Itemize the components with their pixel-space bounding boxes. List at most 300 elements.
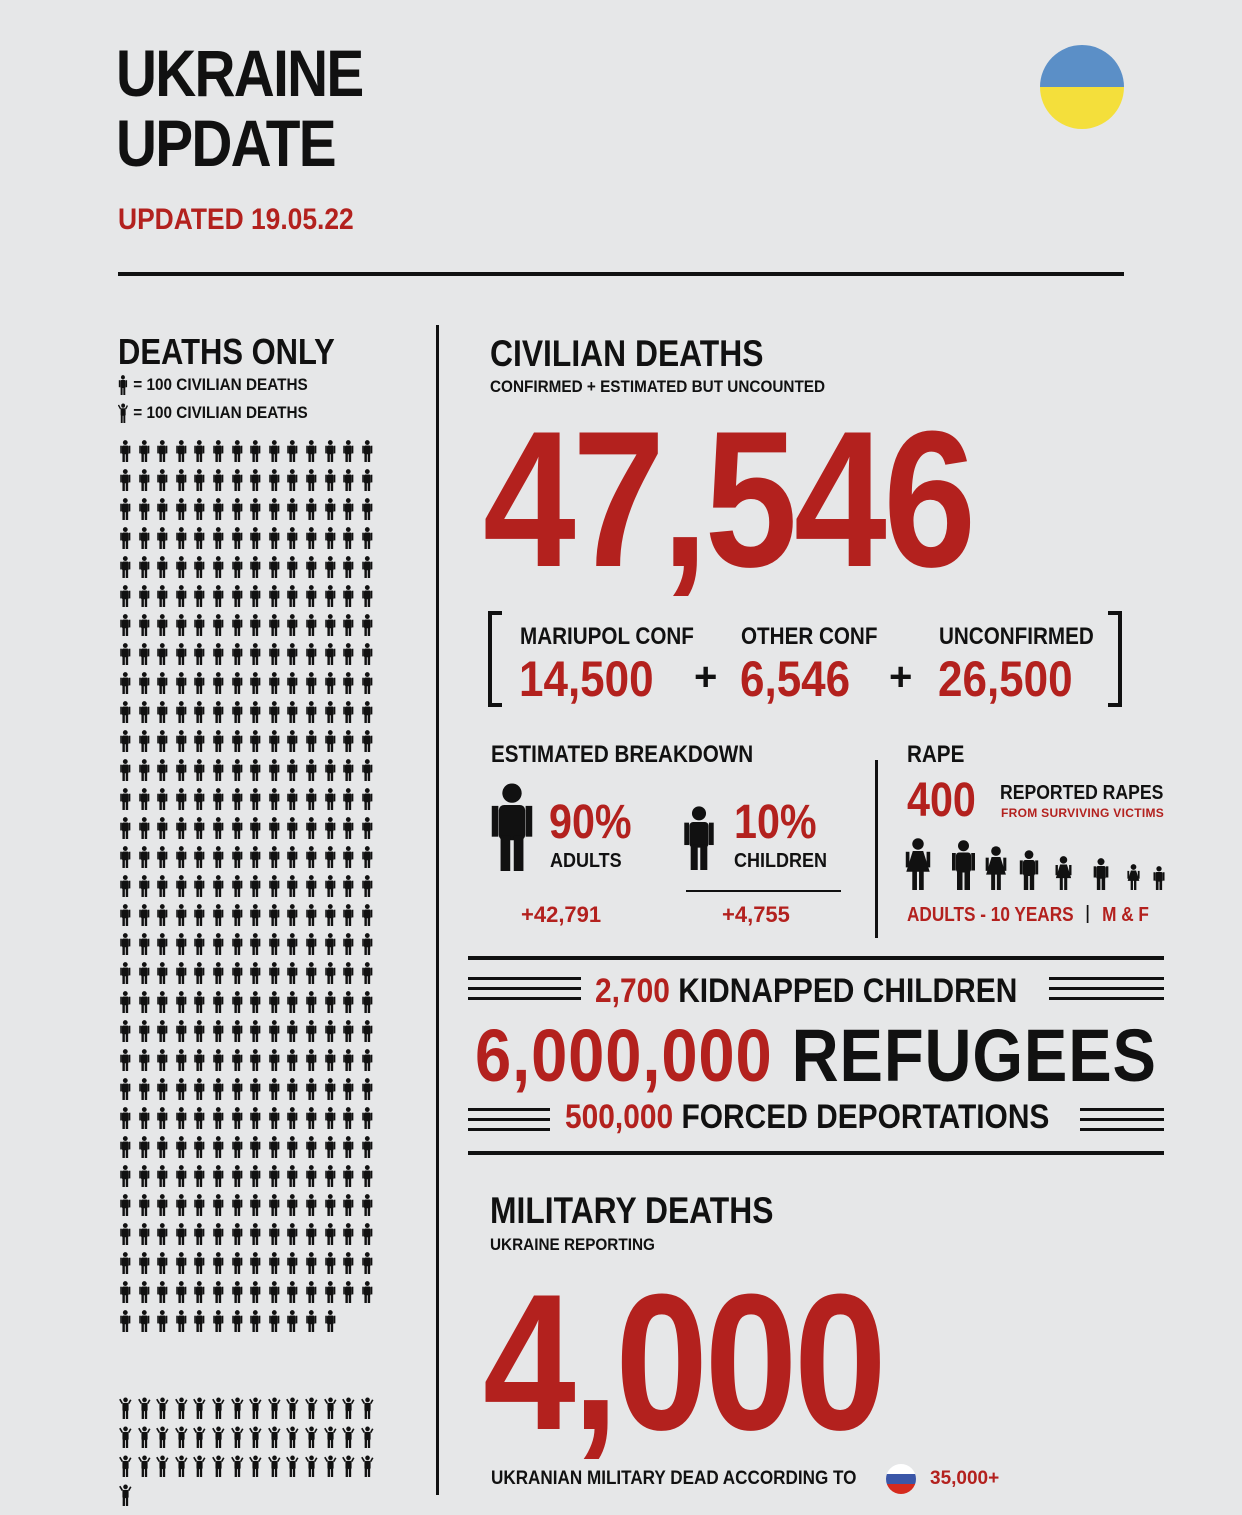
person-icon — [323, 585, 338, 607]
casualty-person-icon — [267, 1426, 282, 1448]
casualty-person-icon — [360, 1397, 375, 1419]
casualty-person-icon — [211, 1426, 226, 1448]
person-icon — [248, 875, 263, 897]
casualty-person-icon — [174, 1455, 189, 1477]
person-icon — [230, 817, 245, 839]
person-icon — [137, 672, 152, 694]
casualty-person-icon — [323, 1426, 338, 1448]
person-icon — [192, 643, 207, 665]
person-icon — [211, 1136, 226, 1158]
person-icon — [137, 556, 152, 578]
person-icon — [341, 614, 356, 636]
person-icon — [211, 1020, 226, 1042]
person-icon — [285, 730, 300, 752]
person-icon — [323, 498, 338, 520]
casualty-person-icon — [304, 1455, 319, 1477]
person-icon — [211, 730, 226, 752]
person-icon — [118, 1223, 133, 1245]
casualty-person-icon — [323, 1397, 338, 1419]
person-icon — [211, 701, 226, 723]
person-icon — [360, 817, 375, 839]
person-icon — [285, 759, 300, 781]
person-icon — [341, 1078, 356, 1100]
person-icon — [323, 1107, 338, 1129]
person-icon — [211, 1223, 226, 1245]
right-bracket — [1108, 611, 1122, 707]
person-icon — [155, 672, 170, 694]
person-icon — [137, 1107, 152, 1129]
person-icon — [285, 1252, 300, 1274]
person-icon — [248, 556, 263, 578]
person-icon — [118, 991, 133, 1013]
person-icon — [248, 469, 263, 491]
ukraine-flag-icon — [1040, 45, 1124, 129]
casualty-person-icon — [118, 1484, 133, 1506]
casualty-person-icon — [341, 1455, 356, 1477]
casualty-person-icon — [174, 1397, 189, 1419]
russia-claim-value: 35,000+ — [930, 1468, 1000, 1489]
person-icon — [137, 933, 152, 955]
person-icon — [248, 1078, 263, 1100]
person-icon — [267, 730, 282, 752]
person-icon — [118, 1049, 133, 1071]
person-icon — [211, 1194, 226, 1216]
person-icon — [304, 440, 319, 462]
rape-figures — [905, 838, 1167, 890]
person-icon — [285, 1049, 300, 1071]
person-icon — [155, 933, 170, 955]
female-figure-icon — [1055, 856, 1072, 890]
person-icon — [211, 1165, 226, 1187]
person-icon — [230, 527, 245, 549]
person-icon — [174, 1020, 189, 1042]
unconfirmed-label: UNCONFIRMED — [939, 623, 1094, 650]
deportations-value: 500,000 — [565, 1098, 674, 1136]
casualty-person-icon — [118, 1455, 133, 1477]
person-icon — [137, 1252, 152, 1274]
band-rule — [468, 1128, 550, 1131]
person-icon — [174, 1078, 189, 1100]
separator — [1087, 905, 1089, 923]
person-icon — [304, 469, 319, 491]
person-icon — [192, 1136, 207, 1158]
rape-ages — [907, 904, 1149, 927]
person-icon — [192, 759, 207, 781]
person-icon — [341, 1281, 356, 1303]
person-icon — [285, 672, 300, 694]
person-icon — [267, 498, 282, 520]
person-icon — [192, 1281, 207, 1303]
person-icon — [304, 817, 319, 839]
person-icon — [192, 556, 207, 578]
person-icon — [285, 846, 300, 868]
casualty-person-icon — [137, 1455, 152, 1477]
person-icon — [211, 440, 226, 462]
page-title — [116, 38, 477, 178]
rape-sub: FROM SURVIVING VICTIMS — [1001, 806, 1165, 820]
other-conf-label: OTHER CONF — [741, 623, 878, 650]
person-icon — [360, 1049, 375, 1071]
person-icon — [285, 1281, 300, 1303]
person-icon — [137, 1194, 152, 1216]
person-icon — [360, 962, 375, 984]
person-icon — [211, 817, 226, 839]
mariupol-value: 14,500 — [519, 651, 654, 707]
band-rule — [1080, 1118, 1164, 1121]
person-icon — [174, 1107, 189, 1129]
person-icon — [174, 1252, 189, 1274]
person-icon — [323, 1136, 338, 1158]
person-icon — [118, 933, 133, 955]
female-figure-icon — [905, 838, 931, 890]
person-icon — [248, 846, 263, 868]
rape-label: REPORTED RAPES — [1000, 782, 1164, 804]
plus-sign: + — [889, 655, 913, 699]
person-icon — [137, 875, 152, 897]
person-icon — [248, 904, 263, 926]
adult-icon — [490, 782, 534, 872]
band-rule — [468, 1118, 550, 1121]
person-icon — [211, 672, 226, 694]
person-icon — [137, 1049, 152, 1071]
person-icon — [323, 904, 338, 926]
person-icon — [155, 1252, 170, 1274]
male-figure-icon — [1019, 850, 1039, 890]
person-icon — [304, 1223, 319, 1245]
person-icon — [267, 1136, 282, 1158]
refugees-value: 6,000,000 — [475, 1014, 773, 1097]
male-figure-icon — [1153, 866, 1165, 890]
person-icon — [174, 933, 189, 955]
person-icon — [118, 875, 133, 897]
person-icon — [211, 788, 226, 810]
band-rule — [1049, 977, 1164, 980]
person-icon — [192, 846, 207, 868]
person-icon — [323, 933, 338, 955]
person-icon — [323, 614, 338, 636]
person-icon — [137, 1310, 152, 1332]
person-icon — [211, 1281, 226, 1303]
person-icon — [267, 904, 282, 926]
person-icon — [230, 585, 245, 607]
person-icon — [285, 1107, 300, 1129]
person-icon — [285, 904, 300, 926]
person-icon — [118, 614, 133, 636]
casualty-person-icon — [211, 1455, 226, 1477]
person-icon — [285, 817, 300, 839]
person-icon — [323, 991, 338, 1013]
person-icon — [118, 1136, 133, 1158]
person-icon — [230, 933, 245, 955]
casualty-person-icon — [285, 1397, 300, 1419]
kidnapped-value: 2,700 — [595, 972, 670, 1010]
person-icon — [211, 1310, 226, 1332]
person-icon — [118, 1165, 133, 1187]
person-icon — [304, 904, 319, 926]
person-icon — [174, 440, 189, 462]
person-icon — [323, 962, 338, 984]
legend-casualty — [118, 403, 308, 423]
person-icon — [137, 730, 152, 752]
person-icon — [267, 991, 282, 1013]
civilian-deaths-title: CIVILIAN DEATHS — [490, 333, 764, 374]
person-icon — [155, 556, 170, 578]
person-icon — [118, 962, 133, 984]
person-icon — [118, 788, 133, 810]
person-icon — [174, 991, 189, 1013]
person-icon — [267, 1107, 282, 1129]
children-label: CHILDREN — [734, 850, 828, 872]
person-icon — [267, 701, 282, 723]
band-rule — [1080, 1108, 1164, 1111]
civilian-deaths-subtitle: CONFIRMED + ESTIMATED BUT UNCOUNTED — [490, 377, 826, 396]
casualty-person-icon — [230, 1426, 245, 1448]
person-icon — [323, 1049, 338, 1071]
person-icon — [248, 614, 263, 636]
person-icon — [118, 817, 133, 839]
person-icon — [155, 817, 170, 839]
person-icon — [192, 904, 207, 926]
person-icon — [267, 527, 282, 549]
band-rule — [1049, 997, 1164, 1000]
person-icon — [118, 672, 133, 694]
person-icon — [248, 643, 263, 665]
person-icon — [285, 469, 300, 491]
person-icon — [341, 1252, 356, 1274]
person-icon — [341, 1049, 356, 1071]
person-icon — [267, 759, 282, 781]
person-icon — [118, 1107, 133, 1129]
person-icon — [267, 469, 282, 491]
adults-count: +42,791 — [521, 902, 602, 927]
person-icon — [155, 1223, 170, 1245]
person-icon — [248, 1165, 263, 1187]
person-icon — [360, 440, 375, 462]
person-icon — [192, 1078, 207, 1100]
casualty-person-icon — [304, 1426, 319, 1448]
person-icon — [248, 672, 263, 694]
legend-person-text: = 100 CIVILIAN DEATHS — [133, 375, 308, 394]
person-icon — [118, 527, 133, 549]
person-icon — [137, 1020, 152, 1042]
person-icon — [304, 1107, 319, 1129]
person-icon — [323, 1078, 338, 1100]
person-icon — [211, 1049, 226, 1071]
person-icon — [174, 1136, 189, 1158]
person-icon — [192, 962, 207, 984]
person-icon — [155, 1020, 170, 1042]
person-icon — [285, 788, 300, 810]
band-top-rule — [468, 956, 1164, 960]
person-icon — [174, 730, 189, 752]
person-icon — [155, 614, 170, 636]
person-icon — [155, 527, 170, 549]
person-icon — [118, 498, 133, 520]
person-icon — [137, 701, 152, 723]
person-icon — [211, 469, 226, 491]
person-icon — [304, 585, 319, 607]
person-icon — [230, 1020, 245, 1042]
casualty-person-icon — [211, 1397, 226, 1419]
person-icon — [267, 1281, 282, 1303]
person-icon — [323, 817, 338, 839]
person-icon — [230, 759, 245, 781]
person-icon — [285, 1223, 300, 1245]
band-rule — [468, 997, 581, 1000]
casualty-person-icon — [230, 1397, 245, 1419]
person-icon — [155, 1194, 170, 1216]
casualty-icon-grid — [118, 1397, 388, 1506]
estimated-breakdown-title: ESTIMATED BREAKDOWN — [491, 741, 754, 768]
person-icon — [155, 788, 170, 810]
person-icon — [304, 1165, 319, 1187]
casualty-person-icon — [341, 1397, 356, 1419]
person-icon — [230, 962, 245, 984]
person-icon — [360, 904, 375, 926]
person-icon — [360, 643, 375, 665]
person-icon — [341, 1223, 356, 1245]
person-icon — [248, 1107, 263, 1129]
person-icon — [360, 933, 375, 955]
person-icon — [230, 991, 245, 1013]
person-icon — [341, 498, 356, 520]
casualty-person-icon — [360, 1426, 375, 1448]
rape-sexes-text: M & F — [1102, 904, 1149, 926]
adults-label: ADULTS — [550, 850, 622, 872]
band-rule — [468, 1108, 550, 1111]
person-icon — [230, 1194, 245, 1216]
person-icon — [155, 469, 170, 491]
kidnapped-label: KIDNAPPED CHILDREN — [678, 972, 1018, 1010]
person-icon — [341, 730, 356, 752]
person-icon — [155, 643, 170, 665]
person-icon — [137, 614, 152, 636]
person-icon — [341, 933, 356, 955]
casualty-person-icon — [192, 1426, 207, 1448]
person-icon — [211, 933, 226, 955]
person-icon — [137, 788, 152, 810]
person-icon — [341, 904, 356, 926]
person-icon — [341, 585, 356, 607]
person-icon — [155, 1281, 170, 1303]
person-icon — [192, 672, 207, 694]
person-icon — [155, 1107, 170, 1129]
children-count: +4,755 — [722, 902, 790, 927]
casualty-person-icon — [248, 1397, 263, 1419]
person-icon — [230, 875, 245, 897]
person-icon — [267, 846, 282, 868]
person-icon — [248, 1223, 263, 1245]
person-icon — [118, 846, 133, 868]
person-icon — [192, 585, 207, 607]
person-icon — [192, 1252, 207, 1274]
person-icon — [360, 991, 375, 1013]
person-icon — [248, 498, 263, 520]
deportations-line — [565, 1098, 1049, 1137]
band-rule — [1049, 987, 1164, 990]
person-icon — [192, 1310, 207, 1332]
person-icon — [341, 1136, 356, 1158]
person-icon — [267, 556, 282, 578]
person-icon — [360, 585, 375, 607]
person-icon — [211, 846, 226, 868]
person-icon — [248, 1049, 263, 1071]
person-icon — [267, 1252, 282, 1274]
person-icon — [285, 991, 300, 1013]
person-icon — [192, 991, 207, 1013]
casualty-person-icon — [137, 1426, 152, 1448]
person-icon — [211, 614, 226, 636]
person-icon — [118, 1281, 133, 1303]
rape-ages-text: ADULTS - 10 YEARS — [907, 904, 1074, 926]
person-icon — [192, 1194, 207, 1216]
person-icon — [323, 701, 338, 723]
person-icon — [192, 1165, 207, 1187]
person-icon — [192, 1049, 207, 1071]
person-icon — [248, 527, 263, 549]
person-icon — [323, 759, 338, 781]
person-icon — [360, 1020, 375, 1042]
person-icon — [360, 527, 375, 549]
person-icon — [360, 1107, 375, 1129]
casualty-person-icon — [285, 1426, 300, 1448]
person-icon — [323, 730, 338, 752]
column-divider — [436, 325, 439, 1495]
person-icon — [304, 701, 319, 723]
person-icon — [285, 1136, 300, 1158]
person-icon — [285, 701, 300, 723]
person-icon — [341, 440, 356, 462]
person-icon — [155, 701, 170, 723]
person-icon — [137, 1281, 152, 1303]
person-icon — [248, 1020, 263, 1042]
person-icon — [267, 1078, 282, 1100]
person-icon — [192, 498, 207, 520]
casualty-person-icon — [192, 1455, 207, 1477]
unconfirmed-value: 26,500 — [938, 651, 1073, 707]
person-icon — [341, 527, 356, 549]
person-icon — [323, 1310, 338, 1332]
person-icon — [304, 1136, 319, 1158]
person-icon — [304, 498, 319, 520]
person-icon — [137, 1078, 152, 1100]
band-rule — [1080, 1128, 1164, 1131]
adults-percent: 90% — [549, 796, 632, 849]
person-icon — [285, 498, 300, 520]
person-icon — [360, 1136, 375, 1158]
person-icon — [174, 585, 189, 607]
person-icon — [304, 556, 319, 578]
person-icon — [248, 817, 263, 839]
female-figure-icon — [1127, 864, 1140, 890]
casualty-person-icon — [323, 1455, 338, 1477]
person-icon — [118, 643, 133, 665]
person-icon — [230, 1223, 245, 1245]
person-icon — [118, 585, 133, 607]
person-icon — [360, 1281, 375, 1303]
person-icon — [360, 672, 375, 694]
person-icon — [174, 643, 189, 665]
band-bottom-rule — [468, 1151, 1164, 1155]
person-icon — [267, 817, 282, 839]
person-icon — [192, 614, 207, 636]
person-icon — [323, 556, 338, 578]
person-icon — [174, 759, 189, 781]
person-icon — [360, 556, 375, 578]
person-icon — [285, 585, 300, 607]
person-icon — [304, 933, 319, 955]
person-icon — [304, 1049, 319, 1071]
